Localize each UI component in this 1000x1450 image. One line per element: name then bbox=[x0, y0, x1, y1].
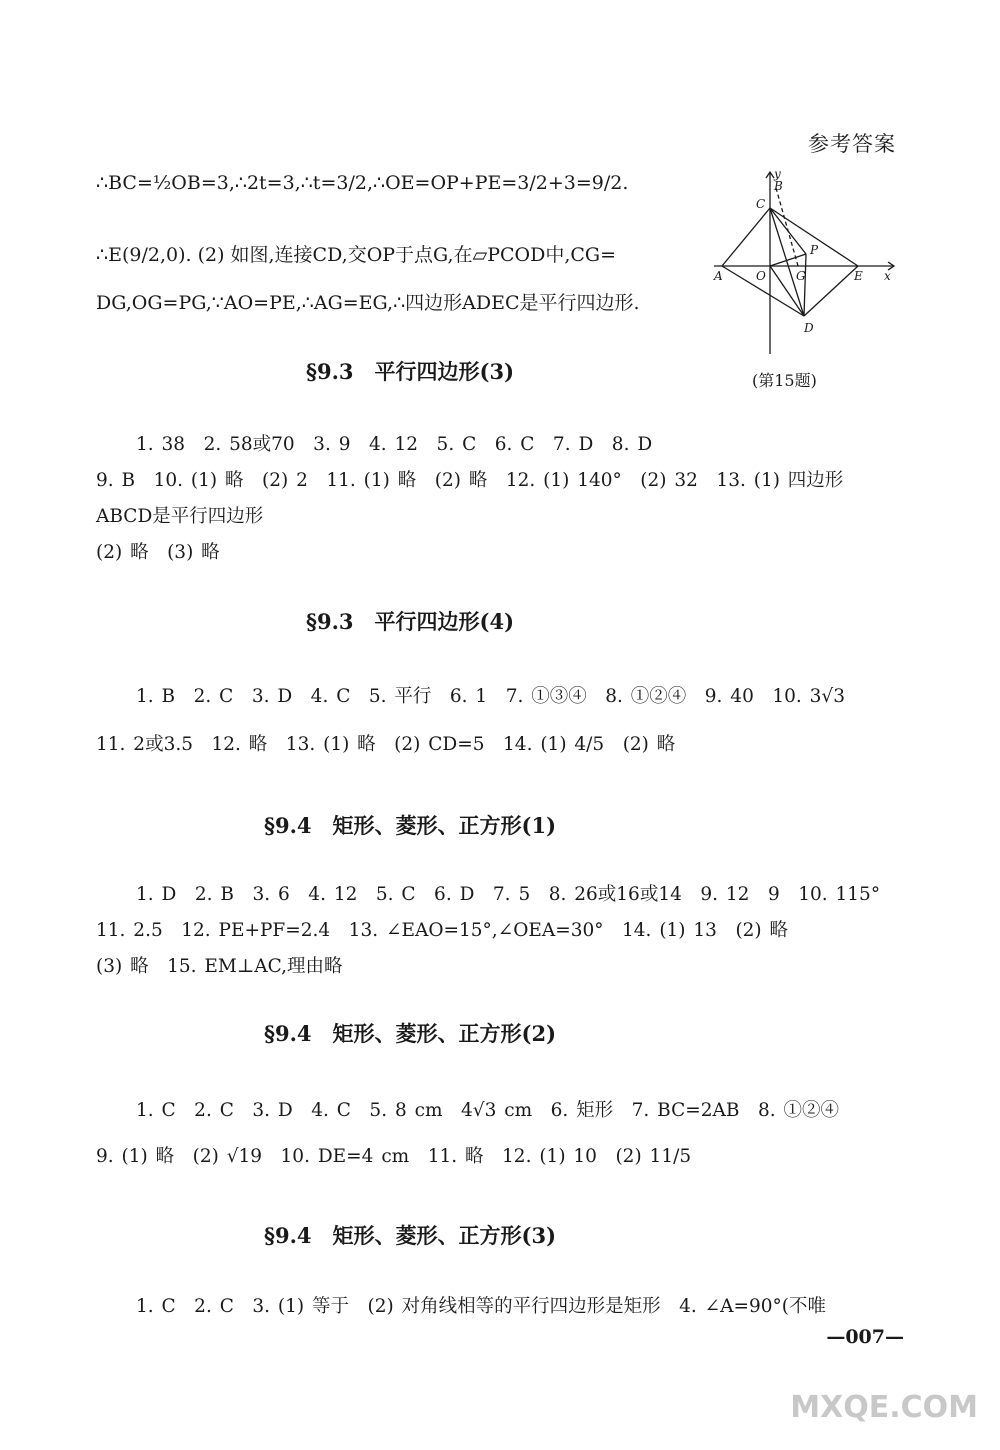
label-p: P bbox=[810, 243, 819, 257]
answer-line: (2) 略 (3) 略 bbox=[96, 542, 220, 563]
answer-line: 11. 2或3.5 12. 略 13. (1) 略 (2) CD=5 14. (1) 4/5 (2) 略 bbox=[96, 734, 676, 755]
label-a: A bbox=[714, 269, 723, 283]
problem-15-figure bbox=[712, 168, 902, 358]
section-title: §9.3 平行四边形(3) bbox=[306, 359, 514, 384]
label-g: G bbox=[796, 269, 806, 283]
answer-line: 1. D 2. B 3. 6 4. 12 5. C 6. D 7. 5 8. 26或16或14 9. 12 9 10. 115° bbox=[136, 884, 881, 905]
answer-line: 1. C 2. C 3. D 4. C 5. 8 cm 4√3 cm 6. 矩形 7. BC=2AB 8. ①②④ bbox=[136, 1100, 840, 1121]
section-title: §9.4 矩形、菱形、正方形(2) bbox=[264, 1021, 556, 1046]
label-e: E bbox=[854, 269, 863, 283]
segment-bg-dashed bbox=[776, 188, 798, 266]
intro-line-3: DG,OG=PG,∵AO=PE,∴AG=EG,∴四边形ADEC是平行四边形. bbox=[96, 292, 640, 314]
section-title: §9.4 矩形、菱形、正方形(3) bbox=[264, 1223, 556, 1248]
label-d: D bbox=[804, 321, 814, 335]
label-c: C bbox=[756, 197, 766, 211]
answer-line: ABCD是平行四边形 bbox=[96, 506, 264, 527]
segment-ac bbox=[722, 208, 770, 266]
header-title: 参考答案 bbox=[808, 132, 896, 156]
answer-line: (3) 略 15. EM⊥AC,理由略 bbox=[96, 956, 343, 977]
figure-caption: (第15题) bbox=[752, 371, 817, 390]
label-o: O bbox=[756, 269, 766, 283]
label-y: y bbox=[774, 168, 781, 181]
answer-line: 1. C 2. C 3. (1) 等于 (2) 对角线相等的平行四边形是矩形 4. ∠A=90°(不唯 bbox=[136, 1296, 826, 1317]
intro-line-1: ∴BC=½OB=3,∴2t=3,∴t=3/2,∴OE=OP+PE=3/2+3=9/2. bbox=[96, 172, 629, 194]
answer-line: 1. 38 2. 58或70 3. 9 4. 12 5. C 6. C 7. D 8. D bbox=[136, 434, 653, 455]
section-title: §9.3 平行四边形(4) bbox=[306, 609, 514, 634]
segment-de bbox=[804, 266, 858, 316]
segment-pd bbox=[804, 254, 806, 316]
page-number: —007— bbox=[826, 1326, 904, 1348]
label-b: B bbox=[774, 179, 783, 193]
segment-cd bbox=[770, 208, 804, 316]
watermark-logo: MXQE.COM bbox=[790, 1390, 978, 1425]
answer-line: 11. 2.5 12. PE+PF=2.4 13. ∠EAO=15°,∠OEA=30° 14. (1) 13 (2) 略 bbox=[96, 920, 789, 941]
label-x: x bbox=[884, 269, 891, 283]
answer-line: 9. B 10. (1) 略 (2) 2 11. (1) 略 (2) 略 12. (1) 140° (2) 32 13. (1) 四边形 bbox=[96, 470, 844, 491]
answer-line: 9. (1) 略 (2) √19 10. DE=4 cm 11. 略 12. (1) 10 (2) 11/5 bbox=[96, 1146, 692, 1167]
section-title: §9.4 矩形、菱形、正方形(1) bbox=[264, 813, 556, 838]
segment-ce bbox=[770, 208, 858, 266]
answer-line: 1. B 2. C 3. D 4. C 5. 平行 6. 1 7. ①③④ 8. ①②④ 9. 40 10. 3√3 bbox=[136, 686, 845, 707]
intro-line-2: ∴E(9/2,0). (2) 如图,连接CD,交OP于点G,在▱PCOD中,CG= bbox=[96, 244, 617, 266]
